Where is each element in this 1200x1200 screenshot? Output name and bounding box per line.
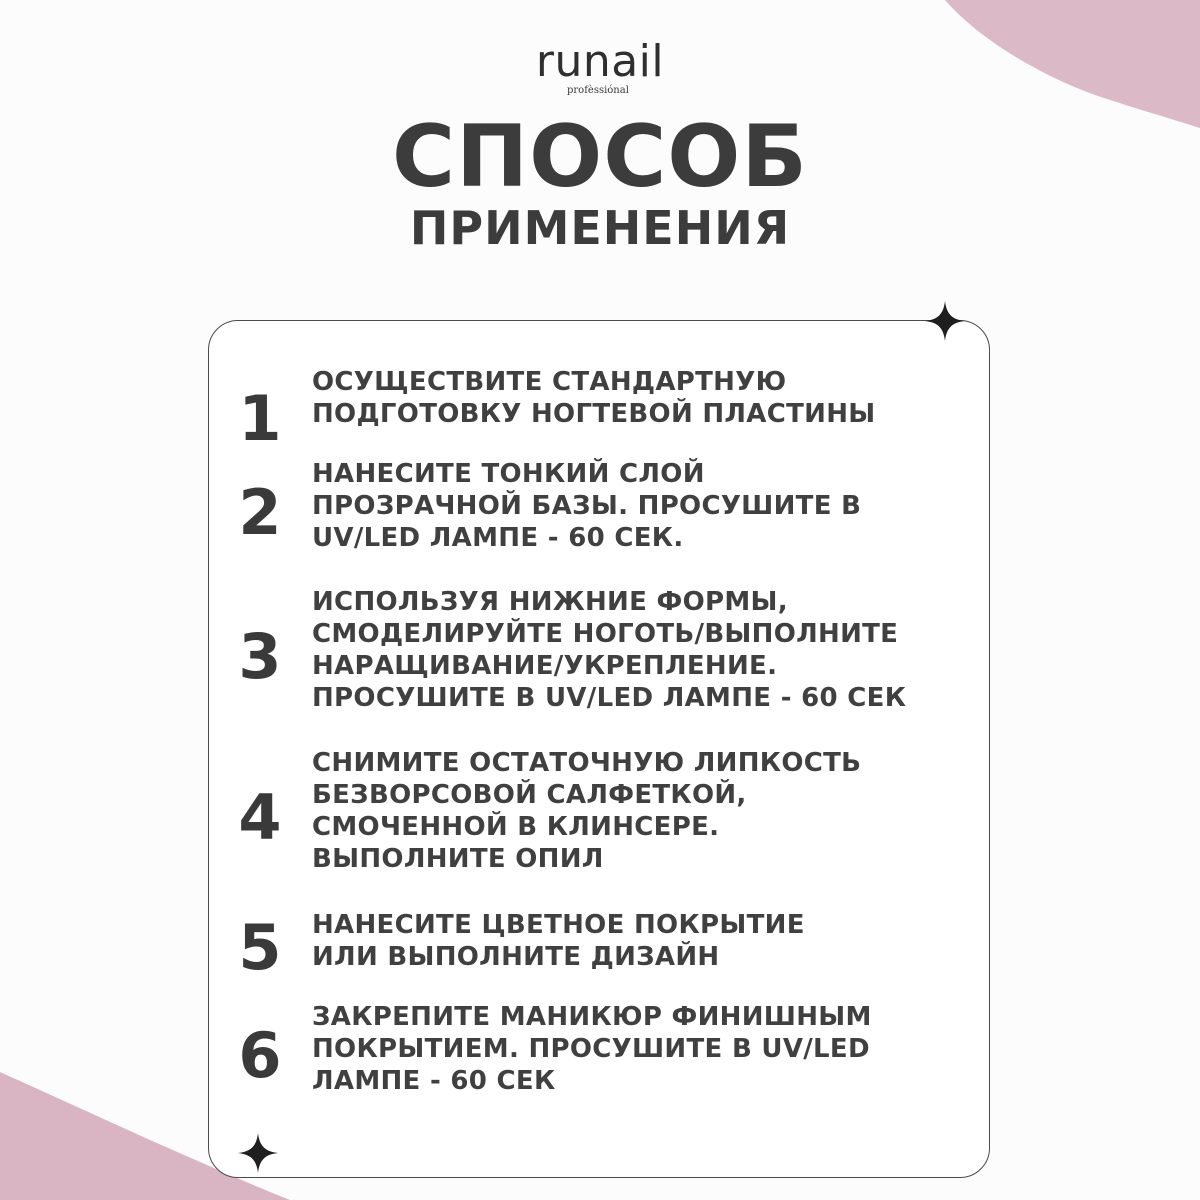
step-number: 6 — [238, 1019, 282, 1092]
step-text: ИСПОЛЬЗУЯ НИЖНИЕ ФОРМЫ, СМОДЕЛИРУЙТЕ НОГОТЬ/ВЫПОЛНИТЕ НАРАЩИВАНИЕ/УКРЕПЛЕНИЕ. ПРОСУШИТЕ В UV/LED ЛАМПЕ - 60 СЕК — [312, 587, 907, 713]
sparkle-icon — [925, 301, 965, 341]
instructions-card — [208, 320, 990, 1178]
page-subtitle: ПРИМЕНЕНИЯ — [409, 201, 791, 255]
step-text: ЗАКРЕПИТЕ МАНИКЮР ФИНИШНЫМ ПОКРЫТИЕМ. ПРОСУШИТЕ В UV/LED ЛАМПЕ - 60 СЕК — [312, 1002, 872, 1096]
brand-tagline: profèssiónal — [567, 85, 629, 96]
brand-logo — [0, 36, 1200, 97]
step-number: 4 — [238, 781, 282, 854]
step-text: НАНЕСИТЕ ТОНКИЙ СЛОЙ ПРОЗРАЧНОЙ БАЗЫ. ПРОСУШИТЕ В UV/LED ЛАМПЕ - 60 СЕК. — [312, 459, 862, 553]
step-number: 5 — [238, 911, 282, 984]
page-title: СПОСОБ — [392, 107, 808, 207]
step-number: 2 — [238, 476, 282, 549]
step-text: НАНЕСИТЕ ЦВЕТНОЕ ПОКРЫТИЕ ИЛИ ВЫПОЛНИТЕ ДИЗАЙН — [312, 910, 805, 972]
step-number: 3 — [238, 620, 282, 693]
brand-name: runail — [535, 36, 665, 87]
step-text: ОСУЩЕСТВИТЕ СТАНДАРТНУЮ ПОДГОТОВКУ НОГТЕВОЙ ПЛАСТИНЫ — [312, 367, 876, 429]
step-number: 1 — [238, 382, 282, 455]
sparkle-icon — [238, 1133, 278, 1173]
step-text: СНИМИТЕ ОСТАТОЧНУЮ ЛИПКОСТЬ БЕЗВОРСОВОЙ САЛФЕТКОЙ, СМОЧЕННОЙ В КЛИНСЕРЕ. ВЫПОЛНИТЕ ОПИЛ — [312, 748, 862, 874]
